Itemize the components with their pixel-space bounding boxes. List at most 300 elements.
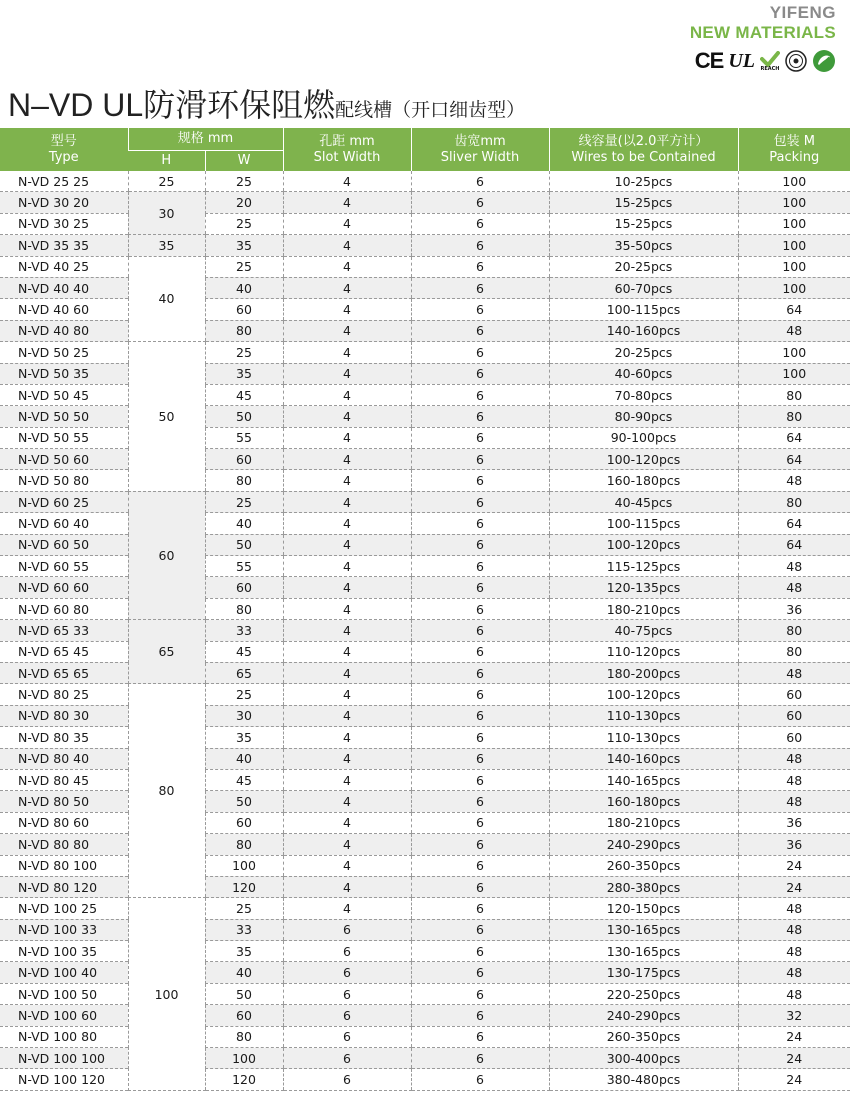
table-row xyxy=(0,213,850,234)
cell-w: 55 xyxy=(205,556,283,577)
cell-w: 120 xyxy=(205,1069,283,1090)
table-row xyxy=(0,384,850,405)
cell-slot-width: 6 xyxy=(283,1048,411,1069)
cell-packing: 48 xyxy=(738,320,850,341)
cell-sliver-width: 6 xyxy=(411,812,549,833)
cell-w: 80 xyxy=(205,598,283,619)
cell-wires: 120-135pcs xyxy=(549,577,738,598)
cell-type: N-VD 40 60 xyxy=(0,299,128,320)
cell-packing: 100 xyxy=(738,277,850,298)
cell-sliver-width: 6 xyxy=(411,983,549,1004)
table-row xyxy=(0,277,850,298)
cell-packing: 60 xyxy=(738,705,850,726)
cell-w: 45 xyxy=(205,769,283,790)
table-row xyxy=(0,1048,850,1069)
cell-sliver-width: 6 xyxy=(411,470,549,491)
table-row xyxy=(0,491,850,512)
brand-line2: NEW MATERIALS xyxy=(689,22,836,42)
cell-slot-width: 4 xyxy=(283,171,411,192)
cell-sliver-width: 6 xyxy=(411,449,549,470)
cell-slot-width: 4 xyxy=(283,769,411,790)
cell-sliver-width: 6 xyxy=(411,919,549,940)
cell-sliver-width: 6 xyxy=(411,342,549,363)
cell-sliver-width: 6 xyxy=(411,213,549,234)
cell-type: N-VD 100 60 xyxy=(0,1005,128,1026)
cell-packing: 80 xyxy=(738,641,850,662)
cell-sliver-width: 6 xyxy=(411,384,549,405)
cell-wires: 35-50pcs xyxy=(549,235,738,256)
table-row xyxy=(0,876,850,897)
table-row xyxy=(0,577,850,598)
cell-type: N-VD 40 40 xyxy=(0,277,128,298)
cell-wires: 110-130pcs xyxy=(549,727,738,748)
cell-type: N-VD 60 25 xyxy=(0,491,128,512)
cell-wires: 160-180pcs xyxy=(549,791,738,812)
cell-type: N-VD 80 25 xyxy=(0,684,128,705)
cell-packing: 36 xyxy=(738,834,850,855)
cell-sliver-width: 6 xyxy=(411,1069,549,1090)
cell-slot-width: 4 xyxy=(283,277,411,298)
table-row xyxy=(0,1026,850,1047)
cell-packing: 48 xyxy=(738,983,850,1004)
cell-packing: 100 xyxy=(738,342,850,363)
cell-packing: 48 xyxy=(738,791,850,812)
cell-wires: 100-115pcs xyxy=(549,299,738,320)
cell-type: N-VD 65 45 xyxy=(0,641,128,662)
cell-wires: 110-130pcs xyxy=(549,705,738,726)
table-row xyxy=(0,962,850,983)
cell-w: 25 xyxy=(205,491,283,512)
cell-slot-width: 4 xyxy=(283,406,411,427)
cell-sliver-width: 6 xyxy=(411,662,549,683)
cell-slot-width: 4 xyxy=(283,898,411,919)
cell-sliver-width: 6 xyxy=(411,235,549,256)
cell-w: 60 xyxy=(205,299,283,320)
cell-slot-width: 4 xyxy=(283,684,411,705)
cell-w: 60 xyxy=(205,812,283,833)
cell-packing: 64 xyxy=(738,427,850,448)
cell-type: N-VD 50 35 xyxy=(0,363,128,384)
cell-packing: 100 xyxy=(738,256,850,277)
cell-wires: 140-160pcs xyxy=(549,748,738,769)
cell-type: N-VD 100 100 xyxy=(0,1048,128,1069)
cell-w: 35 xyxy=(205,727,283,748)
table-row xyxy=(0,941,850,962)
cell-type: N-VD 80 60 xyxy=(0,812,128,833)
cell-wires: 40-75pcs xyxy=(549,620,738,641)
cell-packing: 80 xyxy=(738,620,850,641)
cell-w: 33 xyxy=(205,919,283,940)
cell-packing: 48 xyxy=(738,577,850,598)
cell-slot-width: 6 xyxy=(283,1069,411,1090)
cell-w: 25 xyxy=(205,898,283,919)
cell-wires: 180-210pcs xyxy=(549,812,738,833)
cell-type: N-VD 80 50 xyxy=(0,791,128,812)
cell-wires: 40-60pcs xyxy=(549,363,738,384)
cell-w: 80 xyxy=(205,1026,283,1047)
cell-packing: 100 xyxy=(738,171,850,192)
cell-slot-width: 4 xyxy=(283,705,411,726)
cell-h: 60 xyxy=(128,491,205,619)
cell-slot-width: 4 xyxy=(283,791,411,812)
cell-w: 60 xyxy=(205,449,283,470)
cell-wires: 180-200pcs xyxy=(549,662,738,683)
cell-sliver-width: 6 xyxy=(411,192,549,213)
cell-h: 30 xyxy=(128,192,205,235)
cell-packing: 32 xyxy=(738,1005,850,1026)
cell-sliver-width: 6 xyxy=(411,641,549,662)
cell-packing: 48 xyxy=(738,919,850,940)
cell-packing: 64 xyxy=(738,449,850,470)
cell-packing: 48 xyxy=(738,898,850,919)
table-row xyxy=(0,834,850,855)
cell-wires: 130-175pcs xyxy=(549,962,738,983)
cell-w: 80 xyxy=(205,320,283,341)
cell-packing: 48 xyxy=(738,748,850,769)
cell-sliver-width: 6 xyxy=(411,534,549,555)
table-row xyxy=(0,534,850,555)
cell-slot-width: 4 xyxy=(283,556,411,577)
rohs-mark-icon xyxy=(812,49,836,73)
cell-sliver-width: 6 xyxy=(411,705,549,726)
cell-wires: 380-480pcs xyxy=(549,1069,738,1090)
cell-packing: 48 xyxy=(738,941,850,962)
page-title xyxy=(8,80,525,126)
ce-mark-icon: CE xyxy=(694,48,724,73)
cell-type: N-VD 100 120 xyxy=(0,1069,128,1090)
brand-line1: YIFENG xyxy=(769,3,836,22)
cell-wires: 15-25pcs xyxy=(549,192,738,213)
cell-wires: 40-45pcs xyxy=(549,491,738,512)
cell-slot-width: 4 xyxy=(283,192,411,213)
cell-slot-width: 4 xyxy=(283,363,411,384)
cell-w: 100 xyxy=(205,1048,283,1069)
cell-sliver-width: 6 xyxy=(411,941,549,962)
table-row xyxy=(0,1069,850,1090)
cell-sliver-width: 6 xyxy=(411,620,549,641)
cell-wires: 115-125pcs xyxy=(549,556,738,577)
table-row xyxy=(0,470,850,491)
cell-slot-width: 6 xyxy=(283,941,411,962)
cell-type: N-VD 80 120 xyxy=(0,876,128,897)
cell-sliver-width: 6 xyxy=(411,1005,549,1026)
cell-wires: 20-25pcs xyxy=(549,342,738,363)
cell-type: N-VD 50 25 xyxy=(0,342,128,363)
cell-sliver-width: 6 xyxy=(411,171,549,192)
cell-type: N-VD 30 20 xyxy=(0,192,128,213)
cell-type: N-VD 100 50 xyxy=(0,983,128,1004)
cell-wires: 240-290pcs xyxy=(549,1005,738,1026)
cell-wires: 260-350pcs xyxy=(549,1026,738,1047)
cell-packing: 48 xyxy=(738,962,850,983)
cell-sliver-width: 6 xyxy=(411,598,549,619)
cell-packing: 24 xyxy=(738,1048,850,1069)
cell-w: 25 xyxy=(205,342,283,363)
header-sliver-width: 齿宽mm Sliver Width xyxy=(411,128,549,171)
cell-w: 60 xyxy=(205,577,283,598)
cell-packing: 80 xyxy=(738,406,850,427)
cell-packing: 48 xyxy=(738,470,850,491)
cell-w: 40 xyxy=(205,962,283,983)
table-row xyxy=(0,192,850,213)
cell-w: 55 xyxy=(205,427,283,448)
cell-type: N-VD 60 80 xyxy=(0,598,128,619)
table-row xyxy=(0,320,850,341)
cell-sliver-width: 6 xyxy=(411,320,549,341)
cell-sliver-width: 6 xyxy=(411,491,549,512)
cell-type: N-VD 50 55 xyxy=(0,427,128,448)
cell-w: 40 xyxy=(205,277,283,298)
cell-packing: 24 xyxy=(738,855,850,876)
cell-slot-width: 6 xyxy=(283,1005,411,1026)
cell-w: 45 xyxy=(205,384,283,405)
cell-sliver-width: 6 xyxy=(411,577,549,598)
cell-slot-width: 4 xyxy=(283,534,411,555)
cell-h: 50 xyxy=(128,342,205,492)
cell-type: N-VD 80 35 xyxy=(0,727,128,748)
cell-packing: 36 xyxy=(738,812,850,833)
title-sub: 配线槽（开口细齿型） xyxy=(335,99,526,121)
table-row xyxy=(0,342,850,363)
cell-slot-width: 4 xyxy=(283,876,411,897)
cell-wires: 100-115pcs xyxy=(549,513,738,534)
cell-slot-width: 4 xyxy=(283,834,411,855)
cell-type: N-VD 80 30 xyxy=(0,705,128,726)
table-row xyxy=(0,727,850,748)
table-row xyxy=(0,919,850,940)
cell-wires: 120-150pcs xyxy=(549,898,738,919)
cell-w: 80 xyxy=(205,470,283,491)
table-row xyxy=(0,684,850,705)
cell-wires: 110-120pcs xyxy=(549,641,738,662)
cell-w: 40 xyxy=(205,513,283,534)
cell-w: 35 xyxy=(205,363,283,384)
cell-wires: 140-160pcs xyxy=(549,320,738,341)
cell-w: 65 xyxy=(205,662,283,683)
cell-slot-width: 4 xyxy=(283,256,411,277)
cell-sliver-width: 6 xyxy=(411,427,549,448)
cell-type: N-VD 60 55 xyxy=(0,556,128,577)
cell-w: 20 xyxy=(205,192,283,213)
cell-wires: 90-100pcs xyxy=(549,427,738,448)
cell-wires: 130-165pcs xyxy=(549,941,738,962)
cell-type: N-VD 50 80 xyxy=(0,470,128,491)
ul-mark-icon: UL xyxy=(728,49,755,72)
table-row xyxy=(0,983,850,1004)
cell-packing: 48 xyxy=(738,556,850,577)
table-row xyxy=(0,812,850,833)
cell-type: N-VD 100 80 xyxy=(0,1026,128,1047)
cell-slot-width: 4 xyxy=(283,491,411,512)
cell-sliver-width: 6 xyxy=(411,769,549,790)
cell-sliver-width: 6 xyxy=(411,1026,549,1047)
cell-slot-width: 4 xyxy=(283,727,411,748)
cell-slot-width: 6 xyxy=(283,983,411,1004)
cell-w: 35 xyxy=(205,941,283,962)
cell-wires: 100-120pcs xyxy=(549,534,738,555)
cell-type: N-VD 65 33 xyxy=(0,620,128,641)
cell-packing: 48 xyxy=(738,769,850,790)
header-h: H xyxy=(128,151,205,172)
cell-slot-width: 4 xyxy=(283,342,411,363)
cell-sliver-width: 6 xyxy=(411,748,549,769)
cell-wires: 15-25pcs xyxy=(549,213,738,234)
cell-wires: 300-400pcs xyxy=(549,1048,738,1069)
cell-packing: 80 xyxy=(738,384,850,405)
cell-h: 100 xyxy=(128,898,205,1091)
cell-packing: 80 xyxy=(738,491,850,512)
cell-wires: 20-25pcs xyxy=(549,256,738,277)
cell-w: 25 xyxy=(205,256,283,277)
cell-wires: 10-25pcs xyxy=(549,171,738,192)
cell-sliver-width: 6 xyxy=(411,363,549,384)
cell-wires: 100-120pcs xyxy=(549,449,738,470)
cell-wires: 60-70pcs xyxy=(549,277,738,298)
cell-sliver-width: 6 xyxy=(411,406,549,427)
cell-type: N-VD 60 50 xyxy=(0,534,128,555)
cell-type: N-VD 30 25 xyxy=(0,213,128,234)
cell-type: N-VD 100 40 xyxy=(0,962,128,983)
cell-wires: 80-90pcs xyxy=(549,406,738,427)
cell-type: N-VD 40 25 xyxy=(0,256,128,277)
header-w: W xyxy=(205,151,283,172)
cell-sliver-width: 6 xyxy=(411,256,549,277)
cell-h: 80 xyxy=(128,684,205,898)
cell-slot-width: 4 xyxy=(283,427,411,448)
cell-slot-width: 4 xyxy=(283,513,411,534)
cell-slot-width: 4 xyxy=(283,235,411,256)
cell-wires: 100-120pcs xyxy=(549,684,738,705)
table-row xyxy=(0,299,850,320)
cell-slot-width: 4 xyxy=(283,855,411,876)
header-wires: 线容量(以2.0平方计） Wires to be Contained xyxy=(549,128,738,171)
cell-sliver-width: 6 xyxy=(411,727,549,748)
cell-slot-width: 6 xyxy=(283,962,411,983)
cell-slot-width: 4 xyxy=(283,748,411,769)
table-row xyxy=(0,855,850,876)
table-row xyxy=(0,235,850,256)
cell-sliver-width: 6 xyxy=(411,791,549,812)
cell-wires: 140-165pcs xyxy=(549,769,738,790)
table-row xyxy=(0,620,850,641)
table-row xyxy=(0,449,850,470)
table-row xyxy=(0,427,850,448)
cell-sliver-width: 6 xyxy=(411,556,549,577)
table-row xyxy=(0,513,850,534)
cell-type: N-VD 80 40 xyxy=(0,748,128,769)
cell-w: 80 xyxy=(205,834,283,855)
cell-slot-width: 6 xyxy=(283,919,411,940)
table-row xyxy=(0,406,850,427)
cell-slot-width: 4 xyxy=(283,213,411,234)
cell-packing: 100 xyxy=(738,213,850,234)
cell-wires: 70-80pcs xyxy=(549,384,738,405)
cell-sliver-width: 6 xyxy=(411,855,549,876)
cell-h: 35 xyxy=(128,235,205,256)
table-row xyxy=(0,898,850,919)
cell-w: 50 xyxy=(205,406,283,427)
cell-type: N-VD 50 45 xyxy=(0,384,128,405)
cell-type: N-VD 80 45 xyxy=(0,769,128,790)
table-row xyxy=(0,769,850,790)
cell-type: N-VD 40 80 xyxy=(0,320,128,341)
certification-marks xyxy=(695,48,836,74)
table-row xyxy=(0,791,850,812)
header-spec: 规格 mm xyxy=(128,128,283,151)
cell-slot-width: 4 xyxy=(283,641,411,662)
cell-packing: 48 xyxy=(738,662,850,683)
cell-slot-width: 4 xyxy=(283,320,411,341)
cell-wires: 130-165pcs xyxy=(549,919,738,940)
title-main: N–VD UL防滑环保阻燃 xyxy=(8,87,336,123)
cell-h: 25 xyxy=(128,171,205,192)
cell-wires: 280-380pcs xyxy=(549,876,738,897)
cell-packing: 100 xyxy=(738,363,850,384)
table-row xyxy=(0,662,850,683)
cell-type: N-VD 100 25 xyxy=(0,898,128,919)
cell-w: 25 xyxy=(205,684,283,705)
cell-type: N-VD 50 50 xyxy=(0,406,128,427)
brand-logo xyxy=(690,4,836,42)
cell-type: N-VD 100 33 xyxy=(0,919,128,940)
cell-slot-width: 4 xyxy=(283,449,411,470)
header-packing: 包装 M Packing xyxy=(738,128,850,171)
table-row xyxy=(0,363,850,384)
cell-packing: 24 xyxy=(738,876,850,897)
cell-slot-width: 4 xyxy=(283,384,411,405)
cell-type: N-VD 60 40 xyxy=(0,513,128,534)
cell-w: 40 xyxy=(205,748,283,769)
cell-packing: 60 xyxy=(738,727,850,748)
cell-slot-width: 4 xyxy=(283,662,411,683)
cell-type: N-VD 80 100 xyxy=(0,855,128,876)
table-row xyxy=(0,256,850,277)
cell-sliver-width: 6 xyxy=(411,1048,549,1069)
cell-wires: 260-350pcs xyxy=(549,855,738,876)
cell-sliver-width: 6 xyxy=(411,962,549,983)
cell-w: 50 xyxy=(205,534,283,555)
header-slot-width: 孔距 mm Slot Width xyxy=(283,128,411,171)
cell-wires: 220-250pcs xyxy=(549,983,738,1004)
cell-slot-width: 4 xyxy=(283,577,411,598)
cell-w: 35 xyxy=(205,235,283,256)
cell-sliver-width: 6 xyxy=(411,513,549,534)
cell-slot-width: 4 xyxy=(283,812,411,833)
cell-packing: 36 xyxy=(738,598,850,619)
cell-w: 60 xyxy=(205,1005,283,1026)
cell-slot-width: 4 xyxy=(283,299,411,320)
cell-packing: 24 xyxy=(738,1026,850,1047)
header-type: 型号 Type xyxy=(0,128,128,171)
cell-type: N-VD 65 65 xyxy=(0,662,128,683)
cell-packing: 64 xyxy=(738,299,850,320)
cell-sliver-width: 6 xyxy=(411,299,549,320)
cell-h: 40 xyxy=(128,256,205,342)
cell-w: 50 xyxy=(205,983,283,1004)
cell-packing: 100 xyxy=(738,192,850,213)
cell-packing: 24 xyxy=(738,1069,850,1090)
table-row xyxy=(0,1005,850,1026)
cell-wires: 240-290pcs xyxy=(549,834,738,855)
cell-slot-width: 4 xyxy=(283,620,411,641)
cell-w: 120 xyxy=(205,876,283,897)
table-row xyxy=(0,598,850,619)
cell-packing: 64 xyxy=(738,513,850,534)
cell-slot-width: 6 xyxy=(283,1026,411,1047)
cell-w: 100 xyxy=(205,855,283,876)
cell-sliver-width: 6 xyxy=(411,834,549,855)
table-row xyxy=(0,556,850,577)
